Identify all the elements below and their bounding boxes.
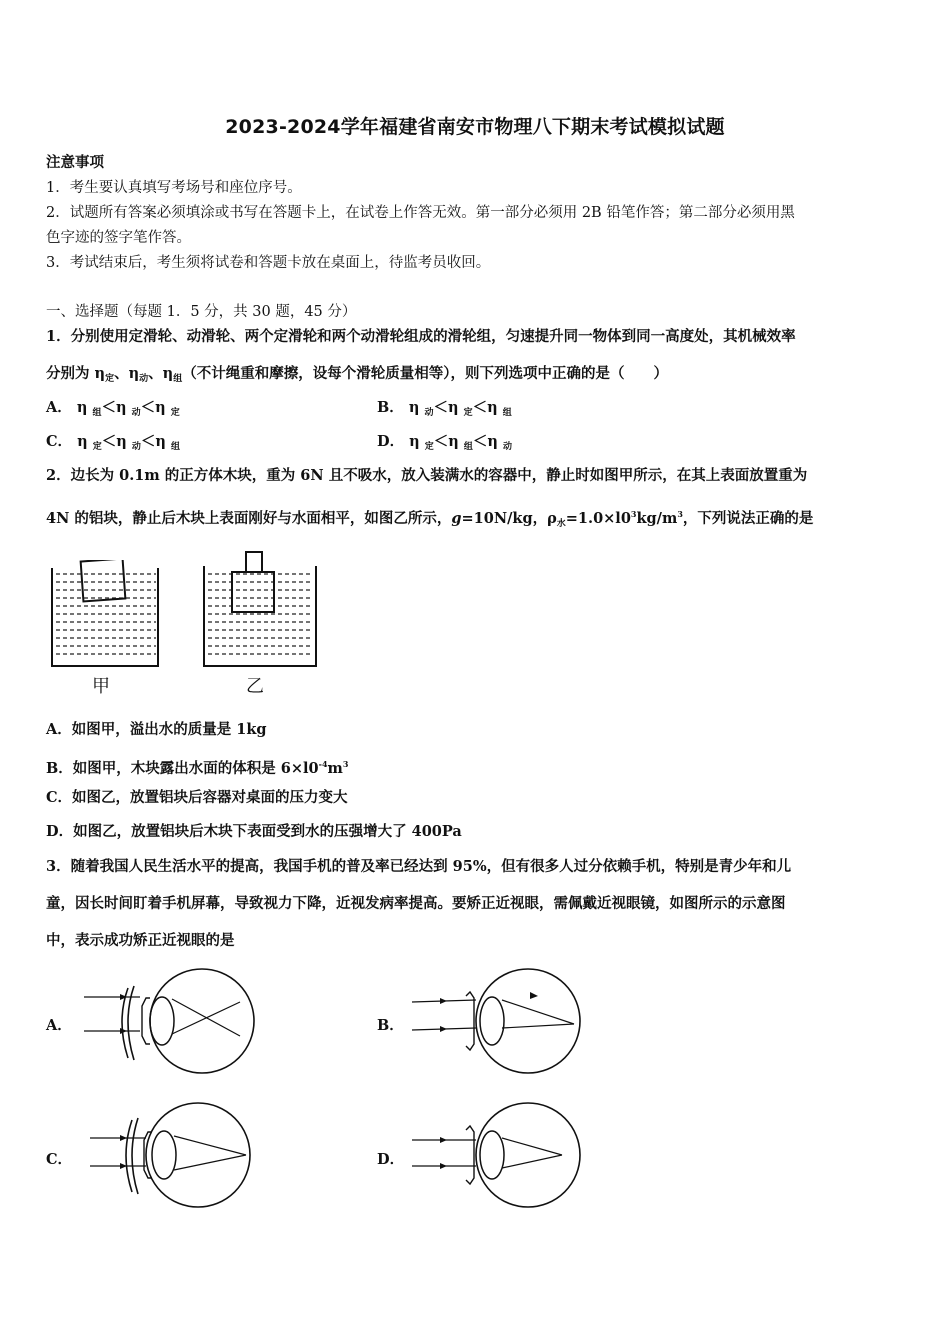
page-title: 2023-2024学年福建省南安市物理八下期末考试模拟试题 [225, 116, 725, 138]
option-b[interactable]: B． η $_动$＜η $_定$＜η $_组$ [377, 399, 512, 418]
option-a[interactable]: A． [46, 1017, 72, 1034]
option-c[interactable]: C． η $_定$＜η $_动$＜η $_组$ [46, 433, 180, 452]
eye-diagram-b [410, 966, 590, 1076]
option-d[interactable]: D． η $_定$＜η $_组$＜η $_动$ [377, 433, 513, 452]
note-line: 2．试题所有答案必须填涂或书写在答题卡上，在试卷上作答无效。第一部分必须用 2B 铅笔作答；第二部分必须用黑 [46, 205, 795, 221]
note-line: 3．考试结束后，考生须将试卷和答题卡放在桌面上，待监考员收回。 [46, 255, 491, 271]
figure-jia-label: 甲 [92, 676, 110, 697]
question-3-text: 3．随着我国人民生活水平的提高，我国手机的普及率已经达到 95%，但有很多人过分依赖手机，特别是青少年和儿 [46, 858, 792, 875]
figure-jia [46, 560, 166, 670]
question-1-text-2: 分别为 $\eta_定$、$\eta_动$、$\eta_组$（不计绳重和摩擦，设每个滑轮质量相等），则下列选项中正确的是（ ） [46, 365, 668, 384]
option-d[interactable]: D． [377, 1151, 405, 1168]
question-3-text-2: 童，因长时间盯着手机屏幕，导致视力下降，近视发病率提高。要矫正近视眼，需佩戴近视眼镜，如图所示的示意图 [46, 895, 786, 912]
eye-diagram-a [80, 966, 260, 1076]
question-3-text-3: 中，表示成功矫正近视眼的是 [46, 932, 235, 949]
option-c[interactable]: C．如图乙，放置铝块后容器对桌面的压力变大 [46, 789, 348, 806]
option-b[interactable]: B．如图甲，木块露出水面的体积是 $6\times l0^{-4}m^3$ [46, 759, 349, 777]
option-a[interactable]: A． η $_组$＜η $_动$＜η $_定$ [46, 399, 180, 418]
option-b[interactable]: B． [377, 1017, 404, 1034]
question-2-text: 2．边长为 0.1m 的正方体木块，重为 6N 且不吸水，放入装满水的容器中，静止时如图甲所示，在其上表面放置重为 [46, 467, 808, 484]
option-c[interactable]: C． [46, 1151, 73, 1168]
option-a[interactable]: A．如图甲，溢出水的质量是 1kg [46, 721, 267, 738]
note-line: 色字迹的签字笔作答。 [46, 230, 191, 246]
option-d[interactable]: D．如图乙，放置铝块后木块下表面受到水的压强增大了 400Pa [46, 823, 462, 840]
note-line: 1．考生要认真填写考场号和座位序号。 [46, 180, 302, 196]
eye-diagram-c [80, 1100, 260, 1210]
figure-yi [200, 548, 322, 672]
figure-yi-label: 乙 [246, 676, 264, 697]
eye-diagram-d [410, 1100, 590, 1210]
question-1-text: 1．分别使用定滑轮、动滑轮、两个定滑轮和两个动滑轮组成的滑轮组，匀速提升同一物体到同一高度处，其机械效率 [46, 328, 796, 345]
question-2-text-2: 4N 的铝块，静止后木块上表面刚好与水面相平，如图乙所示，g=10N/kg，$\rho_水=1.0\times l0^3kg/m^3$，下列说法正确的是 [46, 509, 814, 529]
section-heading: 一、选择题（每题 1．5 分，共 30 题，45 分） [46, 304, 357, 320]
notes-heading: 注意事项 [46, 154, 104, 171]
